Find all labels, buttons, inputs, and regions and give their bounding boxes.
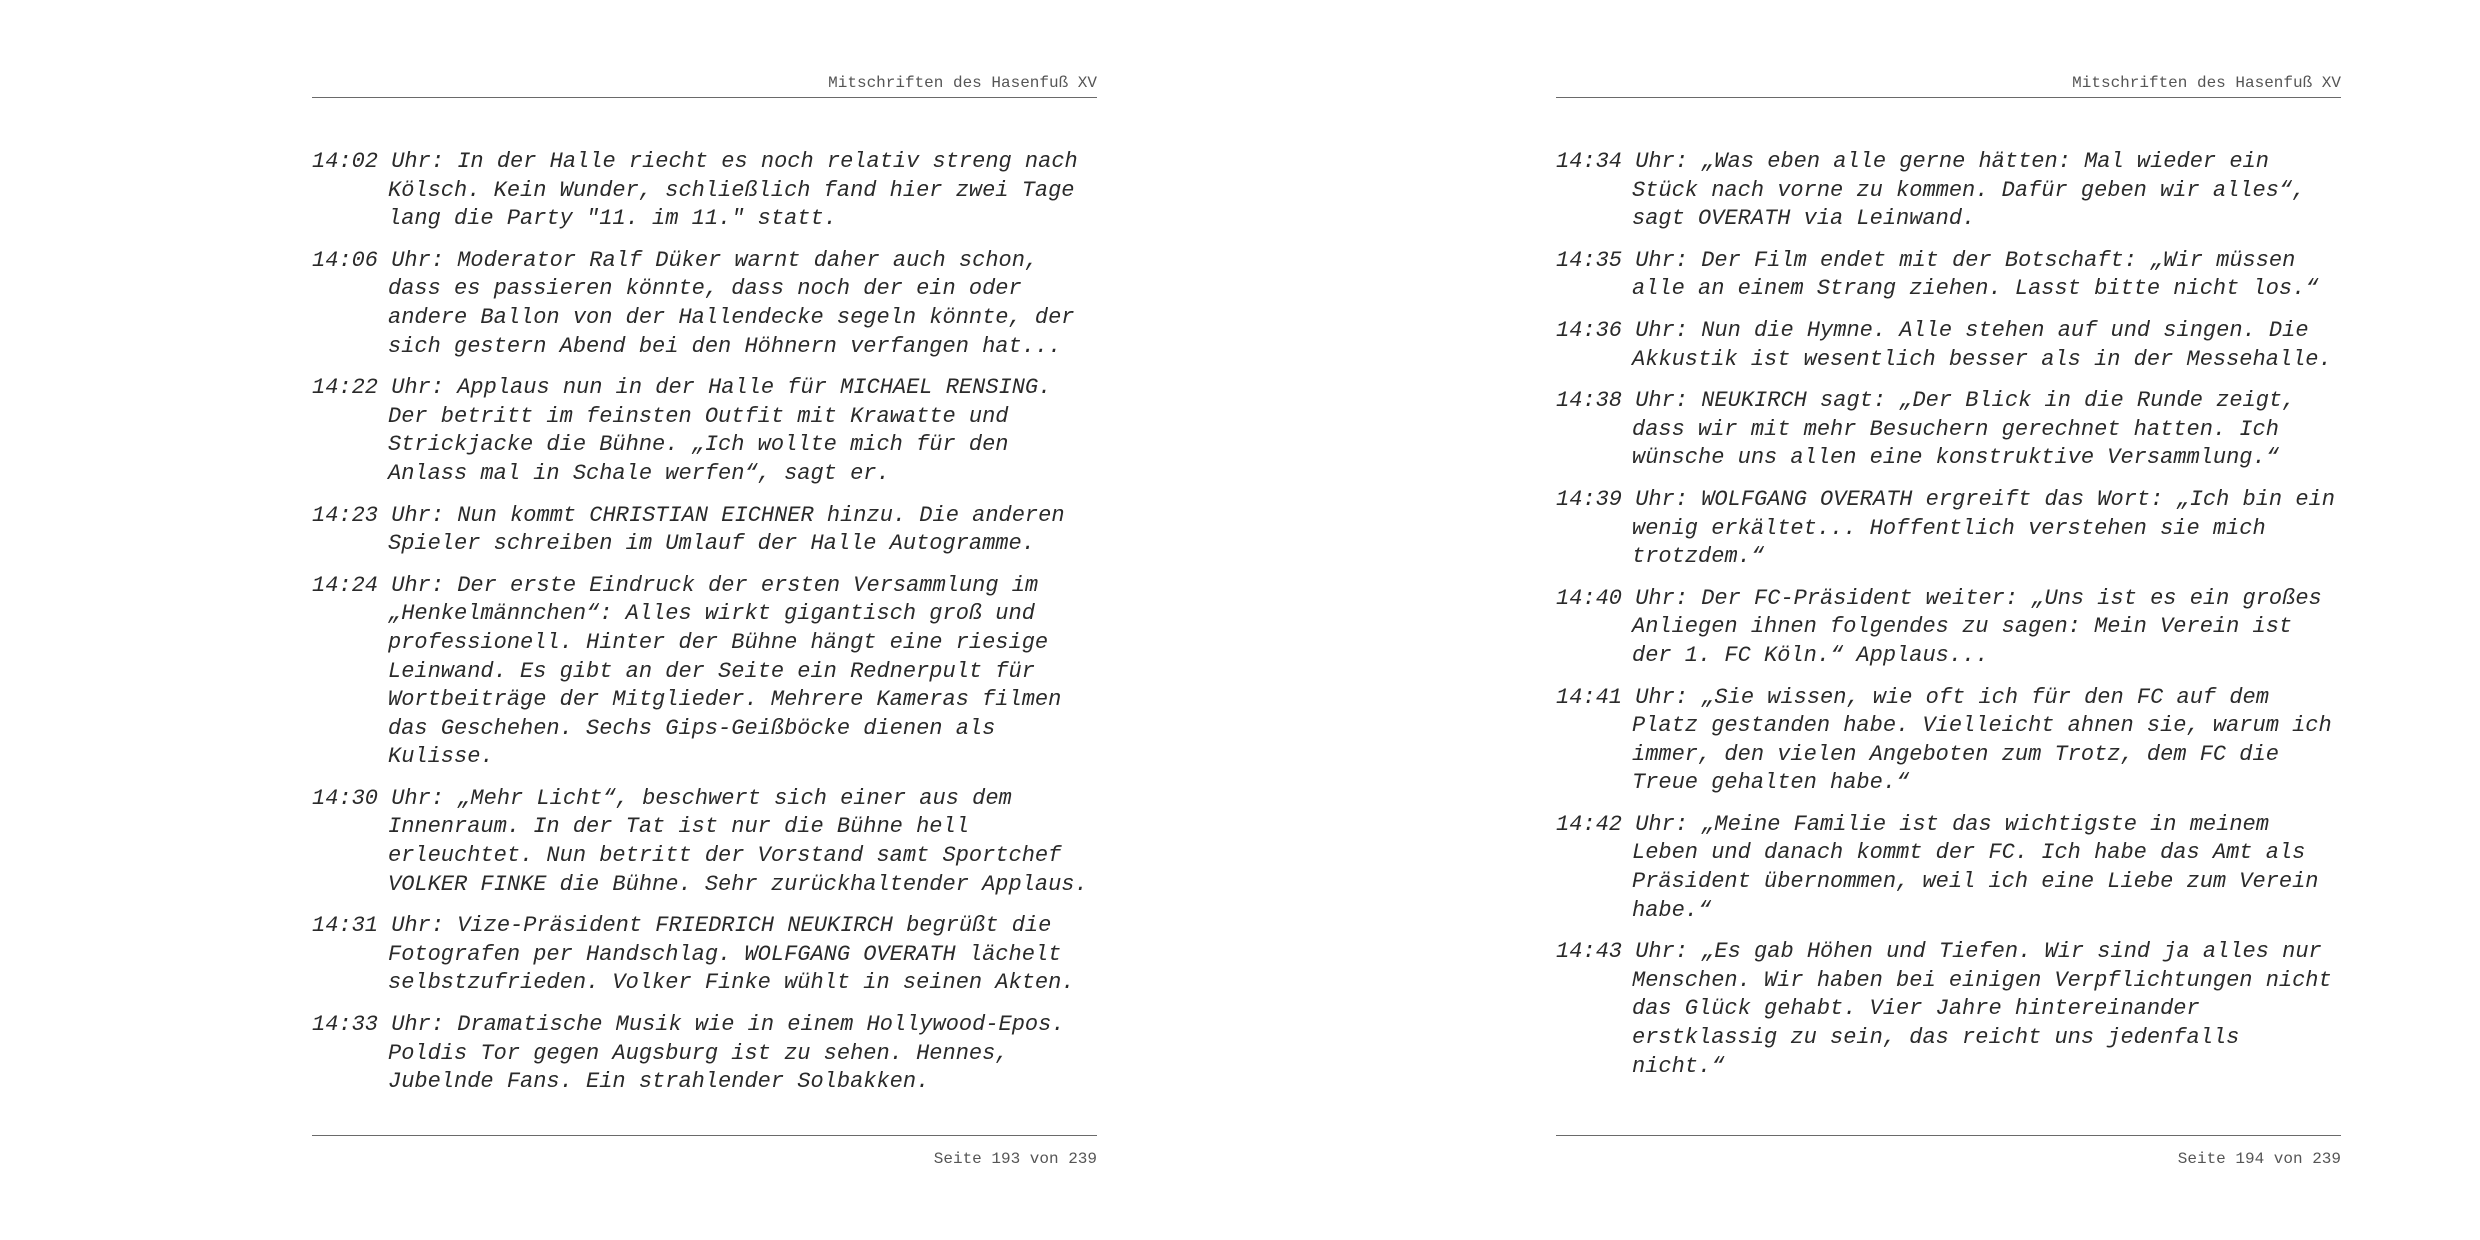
entry-list [312,148,1097,1110]
entry-time: 14:35 Uhr: [1556,247,1689,273]
entry-time: 14:43 Uhr: [1556,939,1689,965]
page-number: Seite 194 von 239 [2177,1150,2341,1168]
entry-text: Der erste Eindruck der ersten Versammlung im „Henkelmännchen“: Alles wirkt gigantisch groß und professionell. Hinter der Bühne hängt eine riesige Leinwand. Es gibt an der Seite ein Rednerpult für Wortbeiträge der Mitglieder. Mehrere Kameras filmen das Geschehen. Sechs Gips-Geißböcke dienen als Kulisse. [388,572,1062,770]
entry-text: „Es gab Höhen und Tiefen. Wir sind ja alles nur Menschen. Wir haben bei einigen Verpflichtungen nicht das Glück gehabt. Vier Jahre hintereinander erstklassig zu sein, das reicht uns jedenfalls nicht.“ [1632,939,2332,1079]
entry-text: „Sie wissen, wie oft ich für den FC auf dem Platz gestanden habe. Vielleicht ahnen sie, warum ich immer, den vielen Angeboten zum Trotz, dem FC die Treue gehalten habe.“ [1632,684,2332,796]
entry-text: Moderator Ralf Düker warnt daher auch schon, dass es passieren könnte, dass noch der ein oder andere Ballon von der Hallendecke segeln könnte, der sich gestern Abend bei den Höhnern verfangen hat... [388,247,1075,359]
log-entry [1556,938,2341,1081]
footer-rule [1556,1135,2341,1136]
entry-time: 14:41 Uhr: [1556,684,1689,710]
page-left [312,0,1097,1240]
log-entry [312,502,1097,559]
log-entry [1556,684,2341,798]
entry-time: 14:23 Uhr: [312,502,445,528]
entry-time: 14:33 Uhr: [312,1012,445,1038]
entry-text: „Mehr Licht“, beschwert sich einer aus dem Innenraum. In der Tat ist nur die Bühne hell erleuchtet. Nun betritt der Vorstand samt Sportchef VOLKER FINKE die Bühne. Sehr zurückhaltender Applaus. [388,785,1088,897]
log-entry [1556,486,2341,572]
entry-text: Nun die Hymne. Alle stehen auf und singen. Die Akkustik ist wesentlich besser als in der Messehalle. [1632,317,2332,372]
entry-time: 14:06 Uhr: [312,247,445,273]
entry-time: 14:22 Uhr: [312,375,445,401]
entry-time: 14:02 Uhr: [312,149,445,174]
running-header: Mitschriften des Hasenfuß XV [2072,74,2341,92]
log-entry [312,148,1097,234]
entry-text: Applaus nun in der Halle für MICHAEL RENSING. Der betritt im feinsten Outfit mit Krawatte und Strickjacke die Bühne. „Ich wollte mich für den Anlass mal in Schale werfen“, sagt er. [388,375,1052,486]
entry-time: 14:24 Uhr: [312,572,445,598]
log-entry [1556,247,2341,304]
entry-text: Der FC-Präsident weiter: „Uns ist es ein großes Anliegen ihnen folgendes zu sagen: Mein Verein ist der 1. FC Köln.“ Applaus... [1632,585,2322,668]
entry-text: WOLFGANG OVERATH ergreift das Wort: „Ich bin ein wenig erkältet... Hoffentlich verstehen sie mich trotzdem.“ [1632,486,2335,570]
log-entry [1556,811,2341,925]
entry-text: Vize-Präsident FRIEDRICH NEUKIRCH begrüßt die Fotografen per Handschlag. WOLFGANG OVERATH lächelt selbstzufrieden. Volker Finke wühlt in seinen Akten. [388,913,1075,996]
entry-text: Dramatische Musik wie in einem Hollywood-Epos. Poldis Tor gegen Augsburg ist zu sehen. Hennes, Jubelnde Fans. Ein strahlender Solbakken. [388,1012,1065,1095]
page-number: Seite 193 von 239 [933,1150,1097,1168]
entry-text: In der Halle riecht es noch relativ streng nach Kölsch. Kein Wunder, schließlich fand hier zwei Tage lang die Party "11. im 11." statt. [388,149,1078,232]
header-rule [312,97,1097,98]
log-entry [1556,585,2341,671]
log-entry [1556,317,2341,374]
log-entry [312,572,1097,772]
entry-text: „Meine Familie ist das wichtigste in meinem Leben und danach kommt der FC. Ich habe das Amt als Präsident übernommen, weil ich eine Liebe zum Verein habe.“ [1632,811,2319,923]
page-right [1556,0,2341,1240]
entry-time: 14:42 Uhr: [1556,811,1689,837]
entry-text: NEUKIRCH sagt: „Der Blick in die Runde zeigt, dass wir mit mehr Besuchern gerechnet hatten. Ich wünsche uns allen eine konstruktive Versammlung.“ [1632,388,2296,471]
entry-time: 14:39 Uhr: [1556,486,1689,512]
entry-time: 14:30 Uhr: [312,785,445,811]
log-entry [312,912,1097,998]
log-entry [312,1011,1097,1097]
footer-rule [312,1135,1097,1136]
header-rule [1556,97,2341,98]
log-entry [312,247,1097,361]
entry-text: Nun kommt CHRISTIAN EICHNER hinzu. Die anderen Spieler schreiben im Umlauf der Halle Autogramme. [388,502,1065,557]
entry-text: Der Film endet mit der Botschaft: „Wir müssen alle an einem Strang ziehen. Lasst bitte nicht los.“ [1632,247,2319,302]
entry-time: 14:34 Uhr: [1556,149,1689,174]
log-entry [312,785,1097,899]
log-entry [1556,387,2341,473]
log-entry [312,374,1097,488]
entry-time: 14:31 Uhr: [312,913,445,939]
log-entry [1556,148,2341,234]
entry-time: 14:38 Uhr: [1556,388,1689,414]
entry-time: 14:36 Uhr: [1556,317,1689,343]
entry-time: 14:40 Uhr: [1556,585,1689,611]
running-header: Mitschriften des Hasenfuß XV [828,74,1097,92]
entry-list [1556,148,2341,1094]
entry-text: „Was eben alle gerne hätten: Mal wieder ein Stück nach vorne zu kommen. Dafür geben wir alles“, sagt OVERATH via Leinwand. [1632,149,2306,232]
